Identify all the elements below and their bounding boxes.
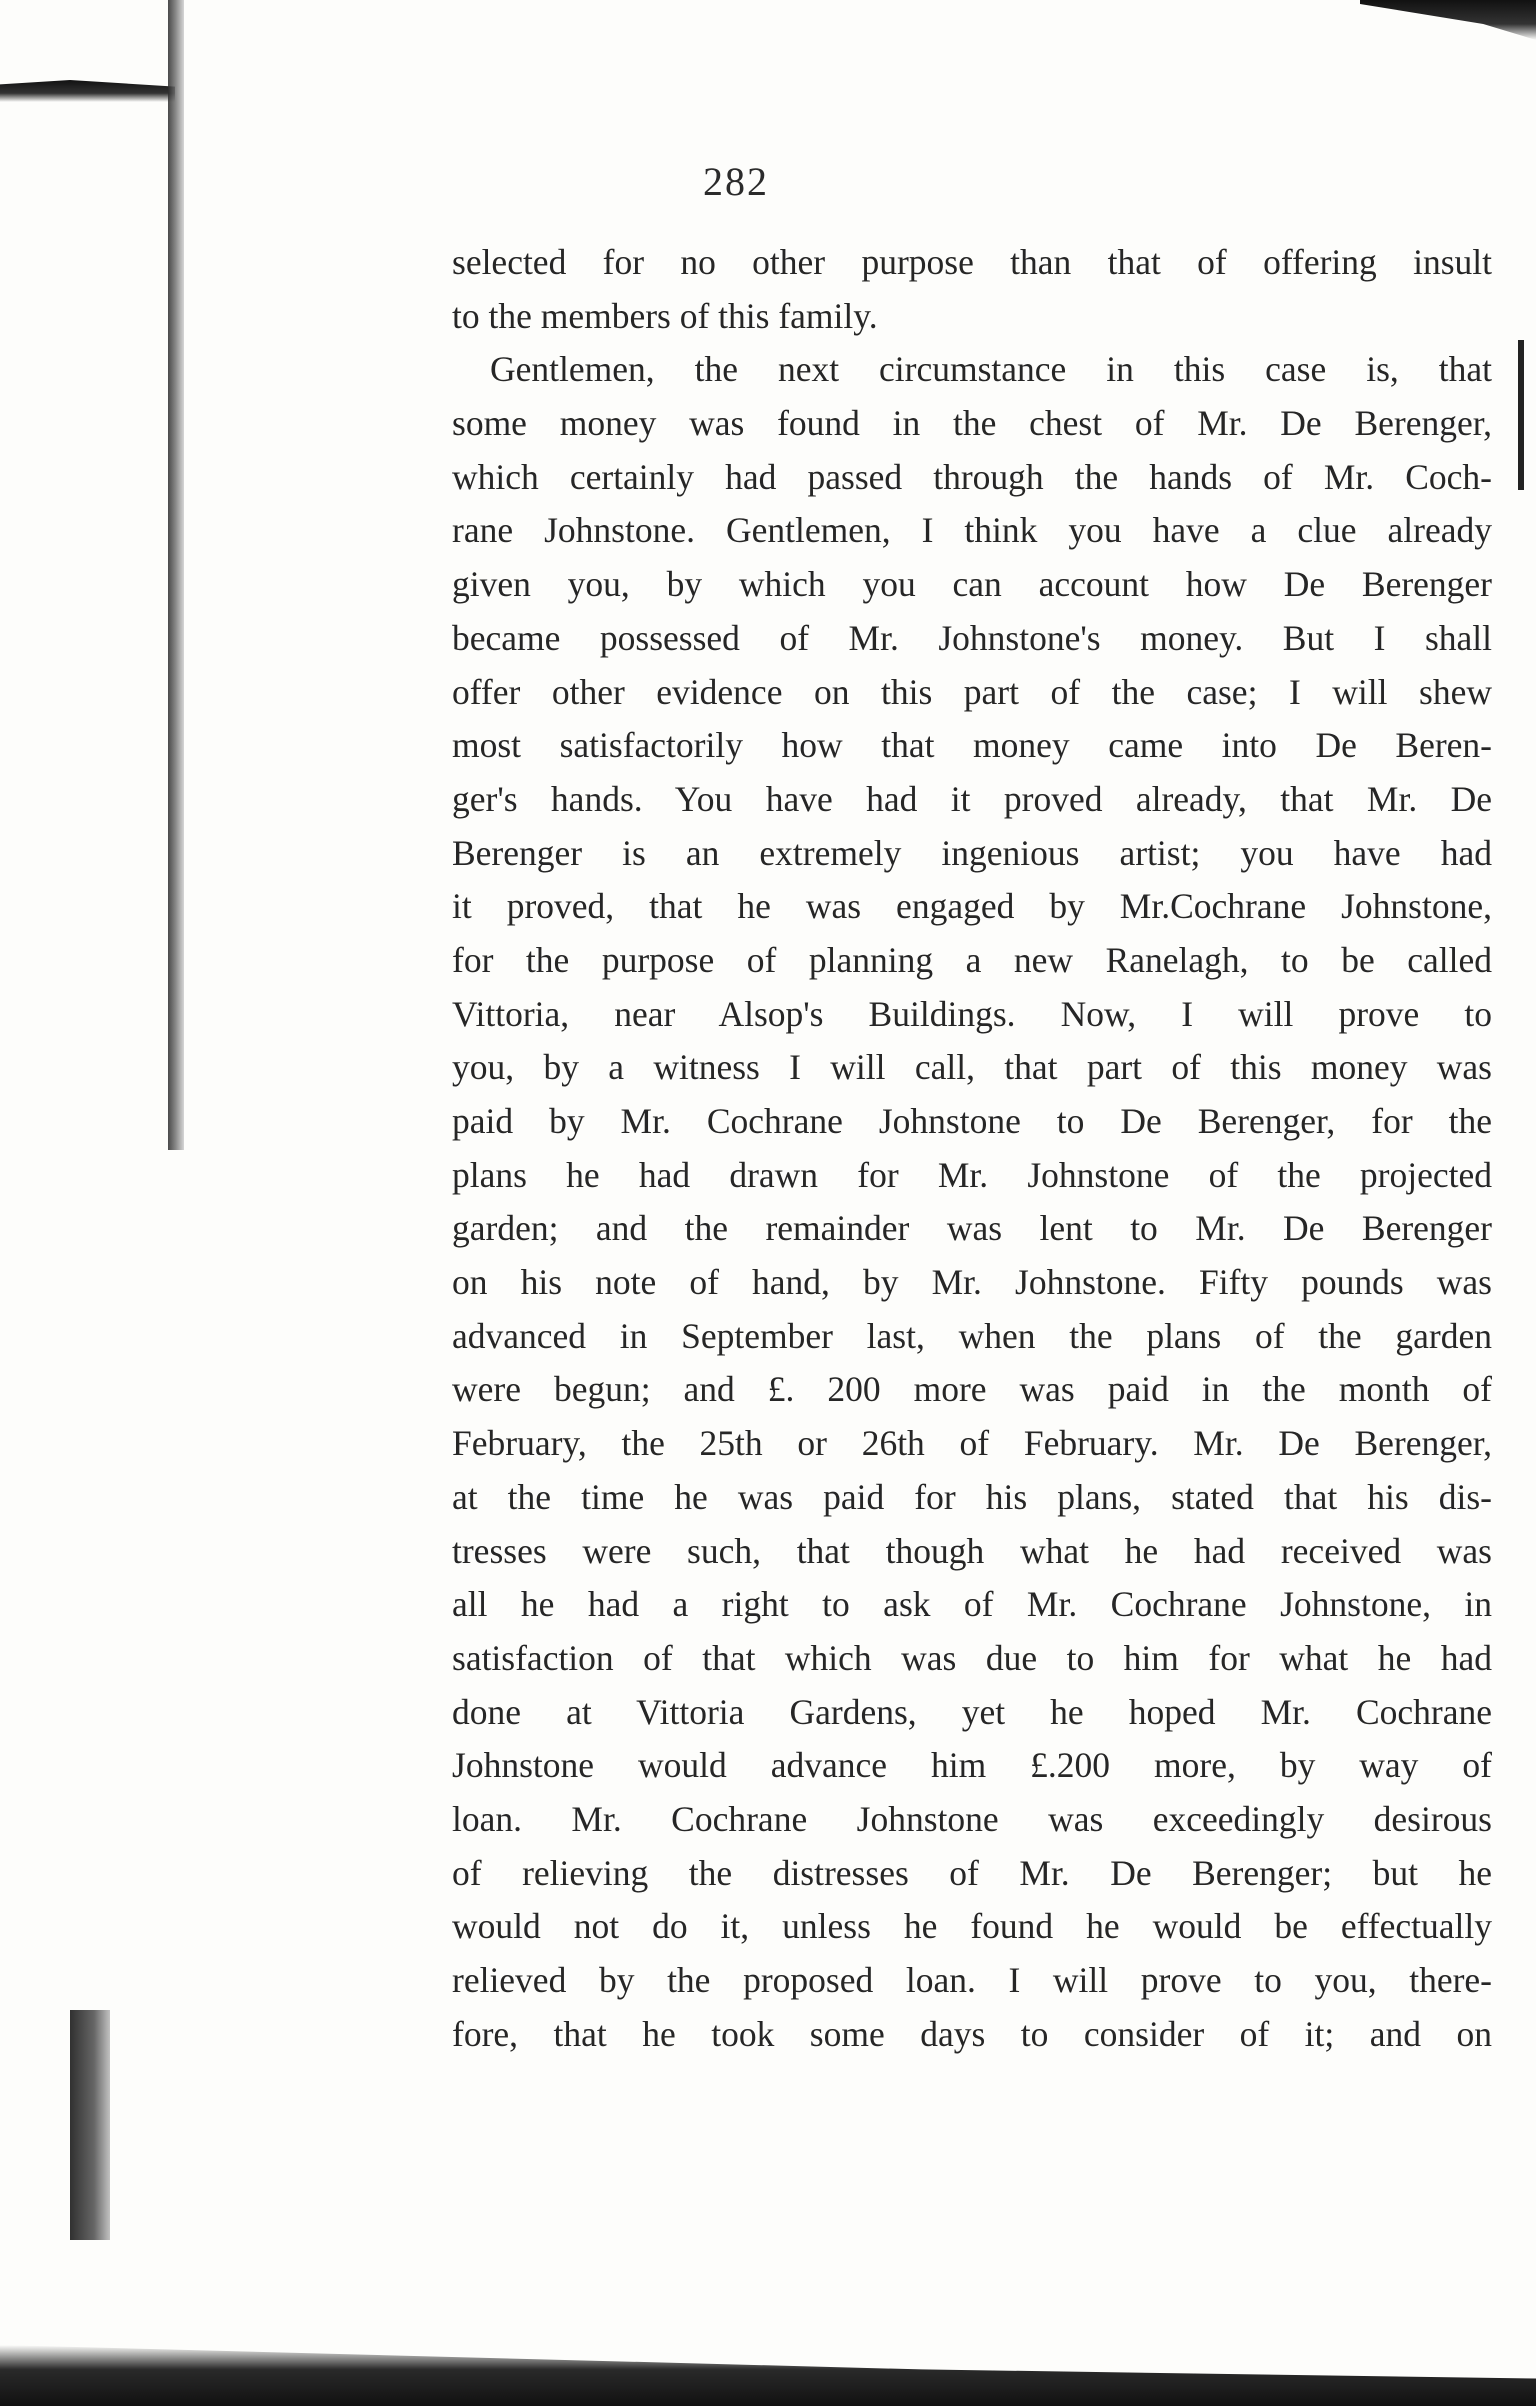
- text-line: offer other evidence on this part of the case; I will shew: [452, 671, 1492, 712]
- text-line: given you, by which you can account how De Berenger: [452, 564, 1492, 605]
- scan-edge-shadow-bottom-left: [70, 2010, 110, 2240]
- text-line: to the members of this family.: [452, 295, 878, 336]
- text-line: February, the 25th or 26th of February. Mr. De Berenger,: [452, 1423, 1492, 1464]
- body-text: [452, 236, 1492, 2061]
- text-line: fore, that he took some days to consider of it; and on: [452, 2013, 1492, 2054]
- text-line: selected for no other purpose than that of offering insult: [452, 242, 1492, 282]
- text-line: relieved by the proposed loan. I will prove to you, there-: [452, 1960, 1492, 2000]
- text-line: of relieving the distresses of Mr. De Berenger; but he: [452, 1852, 1492, 1893]
- scan-mark-right: [1518, 340, 1524, 490]
- scan-edge-shadow-bottom: [0, 2345, 1536, 2406]
- text-line: for the purpose of planning a new Ranelagh, to be called: [452, 939, 1492, 980]
- text-line: would not do it, unless he found he would be effectually: [452, 1906, 1492, 1947]
- text-line: satisfaction of that which was due to him for what he had: [452, 1637, 1492, 1678]
- text-line: Gentlemen, the next circumstance in this case is, that: [490, 349, 1492, 390]
- text-line: garden; and the remainder was lent to Mr. De Berenger: [452, 1208, 1492, 1249]
- text-line: plans he had drawn for Mr. Johnstone of the projected: [452, 1154, 1492, 1195]
- text-line: on his note of hand, by Mr. Johnstone. Fifty pounds was: [452, 1262, 1492, 1303]
- text-line: became possessed of Mr. Johnstone's money. But I shall: [452, 617, 1492, 658]
- text-line: Johnstone would advance him £.200 more, by way of: [452, 1745, 1492, 1786]
- text-line: rane Johnstone. Gentlemen, I think you have a clue already: [452, 510, 1492, 551]
- text-line: at the time he was paid for his plans, stated that his dis-: [452, 1476, 1492, 1517]
- text-line: were begun; and £. 200 more was paid in the month of: [452, 1369, 1492, 1410]
- text-line: advanced in September last, when the plans of the garden: [452, 1315, 1492, 1356]
- text-line: paid by Mr. Cochrane Johnstone to De Berenger, for the: [452, 1101, 1492, 1141]
- text-line: some money was found in the chest of Mr. De Berenger,: [452, 403, 1492, 444]
- text-line: it proved, that he was engaged by Mr.Cochrane Johnstone,: [452, 886, 1492, 927]
- text-line: which certainly had passed through the hands of Mr. Coch-: [452, 456, 1492, 497]
- text-line: Berenger is an extremely ingenious artist; you have had: [452, 832, 1492, 873]
- scan-edge-shadow-top-left: [0, 80, 175, 102]
- text-line: all he had a right to ask of Mr. Cochrane Johnstone, in: [452, 1584, 1492, 1625]
- text-line: done at Vittoria Gardens, yet he hoped Mr. Cochrane: [452, 1691, 1492, 1732]
- page-number: 282: [703, 159, 769, 204]
- text-line: ger's hands. You have had it proved already, that Mr. De: [452, 778, 1492, 819]
- text-line: most satisfactorily how that money came into De Beren-: [452, 725, 1492, 766]
- page-number-container: [0, 158, 1536, 205]
- text-line: tresses were such, that though what he had received was: [452, 1530, 1492, 1571]
- text-line: you, by a witness I will call, that part of this money was: [452, 1047, 1492, 1088]
- text-line: loan. Mr. Cochrane Johnstone was exceedingly desirous: [452, 1798, 1492, 1839]
- text-line: Vittoria, near Alsop's Buildings. Now, I will prove to: [452, 993, 1492, 1034]
- scan-edge-shadow-top-right: [1360, 0, 1536, 40]
